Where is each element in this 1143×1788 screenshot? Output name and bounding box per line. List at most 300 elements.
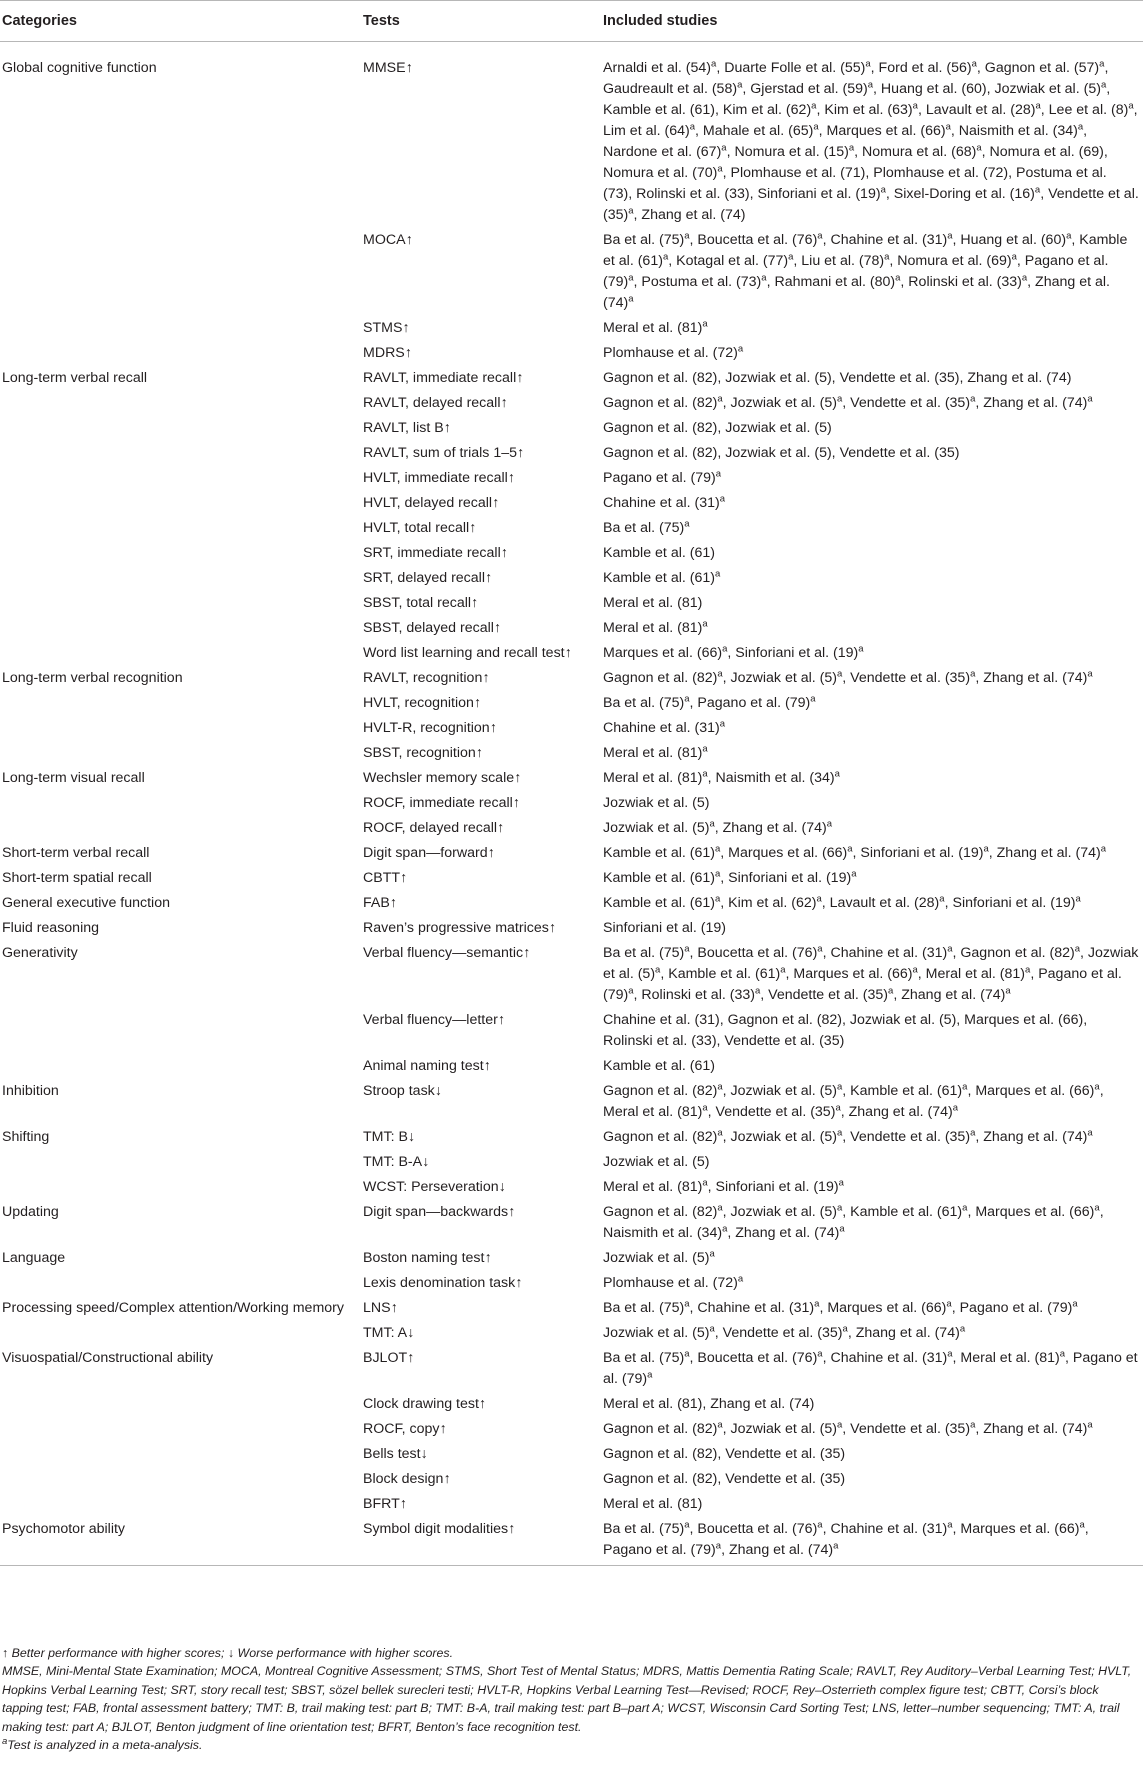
table-row xyxy=(0,1321,1143,1346)
test-cell: Word list learning and recall test↑ xyxy=(363,645,572,661)
meta-analysis-marker: a xyxy=(717,668,723,680)
meta-analysis-marker: a xyxy=(722,643,728,655)
category-cell xyxy=(0,1008,359,1054)
category-cell: General executive function xyxy=(2,895,170,911)
table-row xyxy=(0,691,1143,716)
category-cell xyxy=(0,1175,359,1200)
meta-analysis-marker: a xyxy=(834,768,840,780)
test-cell: Stroop task↓ xyxy=(363,1083,442,1099)
category-cell: Language xyxy=(2,1250,66,1266)
table-row xyxy=(0,1467,1143,1492)
category-cell xyxy=(0,441,359,466)
included-studies-cell: Gagnon et al. (82), Jozwiak et al. (5), Vendette et al. (35), Zhang et al. (74) xyxy=(603,370,1072,386)
category-cell xyxy=(0,391,359,416)
included-studies-cell: Kamble et al. $(61)^a$, Sinforiani et al. $(19)^a$ xyxy=(603,868,857,886)
meta-analysis-marker: a xyxy=(715,1540,722,1552)
test-cell: Verbal fluency—semantic↑ xyxy=(363,945,531,961)
meta-analysis-marker: a xyxy=(719,718,726,730)
category-cell xyxy=(0,1492,359,1517)
header-included-studies: Included studies xyxy=(599,1,1143,42)
table-row xyxy=(0,1125,1143,1150)
category-cell xyxy=(0,591,359,616)
category-cell xyxy=(0,1271,359,1296)
table-row xyxy=(0,1246,1143,1271)
header-tests: Tests xyxy=(359,1,599,42)
included-studies-cell: Kamble et al. $(61)^a$, Marques et al. $(66)^a$, Sinforiani et al. $(19)^a$, Zhang et al. $(74)^a$ xyxy=(603,843,1107,861)
table-row xyxy=(0,42,1143,229)
included-studies-cell: Gagnon et al. $(82)^a$, Jozwiak et al. $(5)^a$, Vendette et al. $(35)^a$, Zhang et al. $(74)^a$ xyxy=(603,668,1093,686)
included-studies-cell: Gagnon et al. (82), Jozwiak et al. (5) xyxy=(603,420,832,436)
meta-analysis-marker: a xyxy=(970,668,976,680)
included-studies-cell: Chahine et al. $(31)^a$ xyxy=(603,718,726,736)
test-cell: FAB↑ xyxy=(363,895,397,911)
category-cell: Long-term visual recall xyxy=(2,770,145,786)
included-studies-cell: Chahine et al. (31), Gagnon et al. (82), Jozwiak et al. (5), Marques et al. (66), Rolinski et al. (33), Vendette et al. (35) xyxy=(603,1012,1088,1049)
meta-analysis-marker: a xyxy=(836,1419,843,1431)
table-row xyxy=(0,316,1143,341)
meta-analysis-marker: a xyxy=(1034,184,1041,196)
meta-analysis-marker: a xyxy=(714,568,721,580)
table-row xyxy=(0,466,1143,491)
test-cell: Raven’s progressive matrices↑ xyxy=(363,920,556,936)
category-cell: Long-term verbal recall xyxy=(2,370,148,386)
test-cell: HVLT-R, recognition↑ xyxy=(363,720,497,736)
test-cell: SRT, delayed recall↑ xyxy=(363,570,493,586)
category-cell xyxy=(0,1467,359,1492)
meta-analysis-marker: a xyxy=(628,272,634,284)
test-cell: Bells test↓ xyxy=(363,1446,428,1462)
table-row xyxy=(0,1008,1143,1054)
meta-analysis-marker: a xyxy=(684,1298,690,1310)
table-row xyxy=(0,941,1143,1008)
meta-analysis-marker: a xyxy=(947,1519,953,1531)
test-cell: TMT: B-A↓ xyxy=(363,1154,430,1170)
meta-analysis-marker: a xyxy=(826,818,833,830)
meta-analysis-marker: a xyxy=(962,1081,968,1093)
meta-analysis-marker: a xyxy=(1072,1298,1078,1310)
meta-analysis-marker: a xyxy=(817,1519,823,1531)
table-row xyxy=(0,891,1143,916)
table-row xyxy=(0,916,1143,941)
table-row xyxy=(0,791,1143,816)
test-cell: LNS↑ xyxy=(363,1300,398,1316)
included-studies-cell: Ba et al. $(75)^a$, Pagano et al. $(79)^a$ xyxy=(603,693,816,711)
meta-analysis-marker: a xyxy=(836,1081,843,1093)
meta-analysis-marker: a xyxy=(702,768,708,780)
included-studies-cell: Kamble et al. (61) xyxy=(603,545,715,561)
included-studies-cell: Plomhause et al. $(72)^a$ xyxy=(603,1273,744,1291)
category-cell: Psychomotor ability xyxy=(0,1517,359,1566)
included-studies-cell: Kamble et al. $(61)^a$ xyxy=(603,568,721,586)
meta-analysis-marker: a xyxy=(722,1223,728,1235)
table-footnotes xyxy=(2,1644,1142,1754)
meta-analysis-marker: a xyxy=(851,868,857,880)
table-row xyxy=(0,366,1143,391)
table-row xyxy=(0,391,1143,416)
test-cell: SBST, delayed recall↑ xyxy=(363,620,502,636)
meta-analysis-marker: a xyxy=(721,142,727,154)
meta-analysis-marker: a xyxy=(689,121,696,133)
meta-analysis-marker: a xyxy=(884,251,890,263)
test-cell: RAVLT, list B↑ xyxy=(363,420,451,436)
meta-analysis-marker: a xyxy=(888,985,894,997)
meta-analysis-marker: a xyxy=(946,1298,952,1310)
meta-analysis-marker: a xyxy=(1021,272,1028,284)
test-cell: Animal naming test↑ xyxy=(363,1058,491,1074)
header-row xyxy=(0,1,1143,42)
category-cell xyxy=(0,516,359,541)
included-studies-cell: Ba et al. $(75)^a$, Boucetta et al. $(76)^a$, Chahine et al. $(31)^a$, Marques et al. $(66)^a$, Pagano et al. $(79)^a$, Zhang et al. $(74)^a$ xyxy=(599,1517,1143,1566)
meta-analysis-marker: a xyxy=(628,205,634,217)
footnote-meta-analysis xyxy=(2,1736,1142,1754)
meta-analysis-marker: a xyxy=(1128,100,1134,112)
meta-analysis-marker: a xyxy=(711,58,717,70)
meta-analysis-marker: a xyxy=(717,163,723,175)
meta-analysis-marker: a xyxy=(847,843,853,855)
meta-analysis-marker: a xyxy=(714,868,721,880)
meta-analysis-marker: a xyxy=(717,1127,723,1139)
table-row xyxy=(0,766,1143,791)
category-cell xyxy=(0,1442,359,1467)
test-cell: TMT: B↓ xyxy=(363,1129,416,1145)
meta-analysis-marker: a xyxy=(880,184,886,196)
meta-analysis-marker: a xyxy=(1066,230,1072,242)
table-row xyxy=(0,491,1143,516)
footnote-abbreviations: MMSE, Mini-Mental State Examination; MOCA, Montreal Cognitive Assessment; STMS, Short Test of Mental Status; MDRS, Mattis Dementia Rating Scale; RAVLT, Rey Auditory–Verbal Learning Test; HVLT, Hopkins Verbal Learning Test; SRT, story recall test; SBST, sözel bellek surecleri testi; HVLT-R, Hopkins Verbal Learning Test—Revised; ROCF, Rey–Osterrieth complex figure test; CBTT, Corsi’s block tapping test; FAB, frontal assessment battery; TMT: B, trail making test: part B; TMT: B-A, trail making test: part B–part A; WCST, Wisconsin Card Sorting Test; LNS, letter–number sequencing; TMT: A, trail making test: part A; BJLOT, Benton judgment of line orientation test; BFRT, Benton’s face recognition test. xyxy=(2,1664,1132,1734)
category-cell xyxy=(0,741,359,766)
meta-analysis-marker: a xyxy=(836,668,843,680)
category-cell xyxy=(0,641,359,666)
category-cell xyxy=(0,566,359,591)
table-row xyxy=(0,841,1143,866)
category-cell: Short-term spatial recall xyxy=(2,870,152,886)
category-cell xyxy=(0,541,359,566)
meta-analysis-marker: a xyxy=(945,121,951,133)
table-header xyxy=(0,1,1143,42)
included-studies-cell: Meral et al. (81), Zhang et al. (74) xyxy=(603,1396,815,1412)
meta-analysis-marker: a xyxy=(702,1102,708,1114)
meta-analysis-marker: a xyxy=(817,1348,823,1360)
table-row xyxy=(0,1442,1143,1467)
meta-analysis-marker: a xyxy=(836,1127,843,1139)
meta-analysis-marker: a xyxy=(714,843,721,855)
category-cell: Global cognitive function xyxy=(2,60,157,76)
meta-analysis-marker: a xyxy=(842,1323,848,1335)
meta-analysis-marker: a xyxy=(839,1223,845,1235)
meta-analysis-marker: a xyxy=(817,230,823,242)
meta-analysis-marker: a xyxy=(970,393,976,405)
meta-analysis-marker: a xyxy=(810,693,816,705)
test-cell: Verbal fluency—letter↑ xyxy=(363,1012,505,1028)
meta-analysis-marker: a xyxy=(959,1323,966,1335)
meta-analysis-marker: a xyxy=(684,518,690,530)
test-cell: BJLOT↑ xyxy=(363,1350,415,1366)
table-row xyxy=(0,1417,1143,1442)
test-cell: MOCA↑ xyxy=(363,232,413,248)
meta-analysis-marker: a xyxy=(754,985,761,997)
category-cell: Generativity xyxy=(2,945,78,961)
meta-analysis-marker: a xyxy=(1087,1127,1093,1139)
meta-analysis-marker: a xyxy=(702,618,708,630)
category-cell xyxy=(0,466,359,491)
test-cell: Digit span—backwards↑ xyxy=(363,1204,516,1220)
table-row xyxy=(0,516,1143,541)
meta-analysis-marker: a xyxy=(939,893,945,905)
table-body xyxy=(0,42,1143,1566)
test-cell: RAVLT, delayed recall↑ xyxy=(363,395,508,411)
included-studies-cell: Meral et al. $(81)^a$, Naismith et al. $(34)^a$ xyxy=(603,768,840,786)
test-cell: WCST: Perseveration↓ xyxy=(363,1179,506,1195)
table-row xyxy=(0,1517,1143,1566)
meta-analysis-marker: a xyxy=(717,393,723,405)
meta-analysis-marker: a xyxy=(848,142,855,154)
meta-analysis-marker: a xyxy=(836,393,843,405)
meta-analysis-marker: a xyxy=(684,943,690,955)
meta-analysis-marker: a xyxy=(709,1248,715,1260)
meta-analysis-marker: a xyxy=(1059,1348,1066,1360)
meta-analysis-marker: a xyxy=(947,943,953,955)
meta-analysis-marker: a xyxy=(858,643,864,655)
category-cell: Short-term verbal recall xyxy=(2,845,150,861)
footnote-marker: a xyxy=(2,1735,8,1747)
category-cell xyxy=(0,341,359,366)
category-cell xyxy=(0,1054,359,1079)
meta-analysis-marker: a xyxy=(684,1348,690,1360)
table-row xyxy=(0,741,1143,766)
meta-analysis-marker: a xyxy=(1005,985,1011,997)
table-row xyxy=(0,816,1143,841)
meta-analysis-marker: a xyxy=(895,272,901,284)
table-row xyxy=(0,866,1143,891)
meta-analysis-marker: a xyxy=(813,121,819,133)
table-row xyxy=(0,541,1143,566)
meta-analysis-marker: a xyxy=(715,468,722,480)
test-cell: SRT, immediate recall↑ xyxy=(363,545,508,561)
category-cell xyxy=(0,716,359,741)
meta-analysis-marker: a xyxy=(709,818,715,830)
meta-analysis-marker: a xyxy=(684,693,690,705)
meta-analysis-marker: a xyxy=(702,743,708,755)
meta-analysis-marker: a xyxy=(684,1519,690,1531)
meta-analysis-marker: a xyxy=(912,964,918,976)
included-studies-cell: Meral et al. (81) xyxy=(603,1496,703,1512)
meta-analysis-marker: a xyxy=(983,843,989,855)
test-cell: ROCF, delayed recall↑ xyxy=(363,820,505,836)
test-cell: Lexis denomination task↑ xyxy=(363,1275,523,1291)
meta-analysis-marker: a xyxy=(835,1102,841,1114)
meta-analysis-marker: a xyxy=(655,964,661,976)
table-row xyxy=(0,1079,1143,1125)
meta-analysis-marker: a xyxy=(952,1102,959,1114)
category-cell xyxy=(0,616,359,641)
meta-analysis-marker: a xyxy=(838,1177,844,1189)
meta-analysis-marker: a xyxy=(962,1202,968,1214)
category-cell: Visuospatial/Constructional ability xyxy=(2,1350,214,1366)
table-row xyxy=(0,1175,1143,1200)
category-cell xyxy=(0,416,359,441)
category-cell xyxy=(0,1392,359,1417)
table-row xyxy=(0,1346,1143,1392)
test-cell: ROCF, copy↑ xyxy=(363,1421,447,1437)
test-cell: MDRS↑ xyxy=(363,345,412,361)
meta-analysis-marker: a xyxy=(816,893,822,905)
meta-analysis-marker: a xyxy=(1035,100,1041,112)
test-cell: RAVLT, sum of trials 1–5↑ xyxy=(363,445,525,461)
table-row xyxy=(0,566,1143,591)
test-cell: TMT: A↓ xyxy=(363,1325,415,1341)
meta-analysis-marker: a xyxy=(719,493,726,505)
test-cell: HVLT, immediate recall↑ xyxy=(363,470,515,486)
included-studies-cell: Jozwiak et al. (5) xyxy=(603,795,710,811)
test-cell: Boston naming test↑ xyxy=(363,1250,492,1266)
meta-analysis-marker: a xyxy=(788,251,794,263)
included-studies-cell: Jozwiak et al. $(5)^a$ xyxy=(603,1248,715,1266)
table-row xyxy=(0,641,1143,666)
included-studies-cell: Kamble et al. $(61)^a$, Kim et al. $(62)^a$, Lavault et al. $(28)^a$, Sinforiani et al. $(19)^a$ xyxy=(603,893,1081,911)
table-row xyxy=(0,1271,1143,1296)
included-studies-cell: Arnaldi et al. $(54)^a$, Duarte Folle et al. $(55)^a$, Ford et al. $(56)^a$, Gagnon et al. $(57)^a$, Gaudreault et al. $(58)^a$, Gjerstad et al. $(59)^a$, Huang et al. (60), Jozwiak et al. $(5)^a$, Kamble et al. (61), Kim et al. $(62)^a$, Kim et al. $(63)^a$, Lavault et al. $(28)^a$, Lee et al. $(8)^a$, Lim et al. $(64)^a$, Mahale et al. $(65)^a$, Marques et al. $(66)^a$, Naismith et al. $(34)^a$, Nardone et al. $(67)^a$, Nomura et al. $(15)^a$, Nomura et al. $(68)^a$, Nomura et al. (69), Nomura et al. $(70)^a$, Plomhause et al. (71), Plomhause et al. (72), Postuma et al. (73), Rolinski et al. (33), Sinforiani et al. $(19)^a$, Sixel-Doring et al. $(16)^a$, Vendette et al. $(35)^a$, Zhang et al. (74) xyxy=(603,58,1139,223)
table-row xyxy=(0,228,1143,316)
included-studies-cell: Meral et al. (81) xyxy=(603,595,703,611)
meta-analysis-marker: a xyxy=(780,964,786,976)
category-cell: Shifting xyxy=(2,1129,50,1145)
meta-analysis-marker: a xyxy=(1011,251,1017,263)
category-cell: Long-term verbal recognition xyxy=(2,670,183,686)
meta-analysis-marker: a xyxy=(836,1202,843,1214)
meta-analysis-marker: a xyxy=(1087,393,1093,405)
meta-analysis-marker: a xyxy=(737,1273,744,1285)
meta-analysis-marker: a xyxy=(971,58,977,70)
meta-analysis-marker: a xyxy=(947,230,953,242)
meta-analysis-marker: a xyxy=(1094,1081,1100,1093)
table-row xyxy=(0,416,1143,441)
test-cell: ROCF, immediate recall↑ xyxy=(363,795,520,811)
meta-analysis-marker: a xyxy=(1025,964,1031,976)
meta-analysis-marker: a xyxy=(662,251,669,263)
test-cell: Clock drawing test↑ xyxy=(363,1396,487,1412)
table-row xyxy=(0,666,1143,691)
meta-analysis-marker: a xyxy=(717,1081,723,1093)
included-studies-cell: Gagnon et al. (82), Vendette et al. (35) xyxy=(603,1446,846,1462)
category-cell xyxy=(0,491,359,516)
test-cell: CBTT↑ xyxy=(363,870,408,886)
meta-analysis-marker: a xyxy=(717,1419,723,1431)
included-studies-cell: Plomhause et al. $(72)^a$ xyxy=(603,343,744,361)
meta-analysis-marker: a xyxy=(1079,1519,1085,1531)
meta-analysis-marker: a xyxy=(702,1177,708,1189)
category-cell xyxy=(0,1150,359,1175)
meta-analysis-marker: a xyxy=(628,293,634,305)
meta-analysis-marker: a xyxy=(1087,1419,1093,1431)
meta-analysis-marker: a xyxy=(817,943,823,955)
footnote-meta-text: Test is analyzed in a meta-analysis. xyxy=(7,1738,203,1753)
test-cell: STMS↑ xyxy=(363,320,410,336)
test-cell: RAVLT, recognition↑ xyxy=(363,670,490,686)
included-studies-cell: Jozwiak et al. $(5)^a$, Zhang et al. $(74)^a$ xyxy=(603,818,833,836)
meta-analysis-marker: a xyxy=(761,272,767,284)
included-studies-cell: Gagnon et al. (82), Vendette et al. (35) xyxy=(603,1471,846,1487)
included-studies-cell: Gagnon et al. $(82)^a$, Jozwiak et al. $(5)^a$, Vendette et al. $(35)^a$, Zhang et al. $(74)^a$ xyxy=(603,1127,1093,1145)
table-row xyxy=(0,341,1143,366)
test-cell: SBST, recognition↑ xyxy=(363,745,483,761)
category-cell xyxy=(0,691,359,716)
meta-analysis-marker: a xyxy=(1094,1202,1100,1214)
table-row xyxy=(0,1054,1143,1079)
included-studies-cell: Ba et al. $(75)^a$, Boucetta et al. $(76)^a$, Chahine et al. $(31)^a$, Meral et al. $(81)^a$, Pagano et al. $(79)^a$ xyxy=(603,1348,1138,1387)
meta-analysis-marker: a xyxy=(684,230,690,242)
category-cell xyxy=(0,791,359,816)
included-studies-cell: Pagano et al. $(79)^a$ xyxy=(603,468,722,486)
included-studies-cell: Gagnon et al. $(82)^a$, Jozwiak et al. $(5)^a$, Vendette et al. $(35)^a$, Zhang et al. $(74)^a$ xyxy=(603,393,1093,411)
included-studies-cell: Gagnon et al. (82), Jozwiak et al. (5), Vendette et al. (35) xyxy=(603,445,960,461)
test-cell: Block design↑ xyxy=(363,1471,451,1487)
test-cell: BFRT↑ xyxy=(363,1496,407,1512)
included-studies-cell: Gagnon et al. $(82)^a$, Jozwiak et al. $(5)^a$, Kamble et al. $(61)^a$, Marques et al. $(66)^a$, Meral et al. $(81)^a$, Vendette et al. $(35)^a$, Zhang et al. $(74)^a$ xyxy=(603,1081,1104,1120)
meta-analysis-marker: a xyxy=(647,1369,653,1381)
included-studies-cell: Meral et al. $(81)^a$ xyxy=(603,618,708,636)
included-studies-cell: Ba et al. $(75)^a$, Chahine et al. $(31)^a$, Marques et al. $(66)^a$, Pagano et al. $(79)^a$ xyxy=(603,1298,1078,1316)
meta-analysis-marker: a xyxy=(811,100,817,112)
test-cell: Symbol digit modalities↑ xyxy=(359,1517,599,1566)
meta-analysis-marker: a xyxy=(628,985,634,997)
test-cell: HVLT, recognition↑ xyxy=(363,695,482,711)
table-row xyxy=(0,1200,1143,1246)
meta-analysis-marker: a xyxy=(1099,58,1105,70)
footnote-arrows: ↑ Better performance with higher scores; ↓ Worse performance with higher scores. xyxy=(2,1646,454,1660)
meta-analysis-marker: a xyxy=(912,100,918,112)
meta-analysis-marker: a xyxy=(702,318,708,330)
included-studies-cell: Jozwiak et al. (5) xyxy=(603,1154,710,1170)
category-cell: Inhibition xyxy=(2,1083,59,1099)
included-studies-cell: Meral et al. $(81)^a$, Sinforiani et al. $(19)^a$ xyxy=(603,1177,844,1195)
table-row xyxy=(0,1492,1143,1517)
table-row xyxy=(0,1296,1143,1321)
included-studies-cell: Chahine et al. $(31)^a$ xyxy=(603,493,726,511)
category-cell xyxy=(0,1417,359,1442)
test-cell: SBST, total recall↑ xyxy=(363,595,479,611)
header-categories: Categories xyxy=(0,1,359,42)
test-cell: Digit span—forward↑ xyxy=(363,845,495,861)
meta-analysis-marker: a xyxy=(867,79,874,91)
meta-analysis-marker: a xyxy=(1075,893,1081,905)
included-studies-cell: Gagnon et al. $(82)^a$, Jozwiak et al. $(5)^a$, Vendette et al. $(35)^a$, Zhang et al. $(74)^a$ xyxy=(603,1419,1093,1437)
meta-analysis-marker: a xyxy=(814,1298,820,1310)
category-cell xyxy=(0,228,359,316)
table-row xyxy=(0,441,1143,466)
test-cell: RAVLT, immediate recall↑ xyxy=(363,370,524,386)
table-row xyxy=(0,591,1143,616)
meta-analysis-marker: a xyxy=(976,142,982,154)
test-cell: HVLT, total recall↑ xyxy=(363,520,477,536)
table-row xyxy=(0,1392,1143,1417)
included-studies-cell: Gagnon et al. $(82)^a$, Jozwiak et al. $(5)^a$, Kamble et al. $(61)^a$, Marques et al. $(66)^a$, Naismith et al. $(34)^a$, Zhang et al. $(74)^a$ xyxy=(603,1202,1104,1241)
category-cell xyxy=(0,816,359,841)
included-studies-cell: Sinforiani et al. (19) xyxy=(603,920,727,936)
test-cell: HVLT, delayed recall↑ xyxy=(363,495,500,511)
meta-analysis-marker: a xyxy=(717,1202,723,1214)
meta-analysis-marker: a xyxy=(714,893,721,905)
meta-analysis-marker: a xyxy=(1074,943,1081,955)
meta-analysis-marker: a xyxy=(709,1323,715,1335)
meta-analysis-marker: a xyxy=(833,1540,839,1552)
table-row xyxy=(0,616,1143,641)
included-studies-cell: Jozwiak et al. $(5)^a$, Vendette et al. $(35)^a$, Zhang et al. $(74)^a$ xyxy=(603,1323,966,1341)
included-studies-cell: Ba et al. $(75)^a$, Boucetta et al. $(76)^a$, Chahine et al. $(31)^a$, Gagnon et al. $(82)^a$, Jozwiak et al. $(5)^a$, Kamble et al. $(61)^a$, Marques et al. $(66)^a$, Meral et al. $(81)^a$, Pagano et al. $(79)^a$, Rolinski et al. $(33)^a$, Vendette et al. $(35)^a$, Zhang et al. $(74)^a$ xyxy=(603,943,1139,1003)
table-row xyxy=(0,1150,1143,1175)
included-studies-cell: Meral et al. $(81)^a$ xyxy=(603,318,708,336)
meta-analysis-marker: a xyxy=(970,1419,976,1431)
meta-analysis-marker: a xyxy=(737,343,744,355)
